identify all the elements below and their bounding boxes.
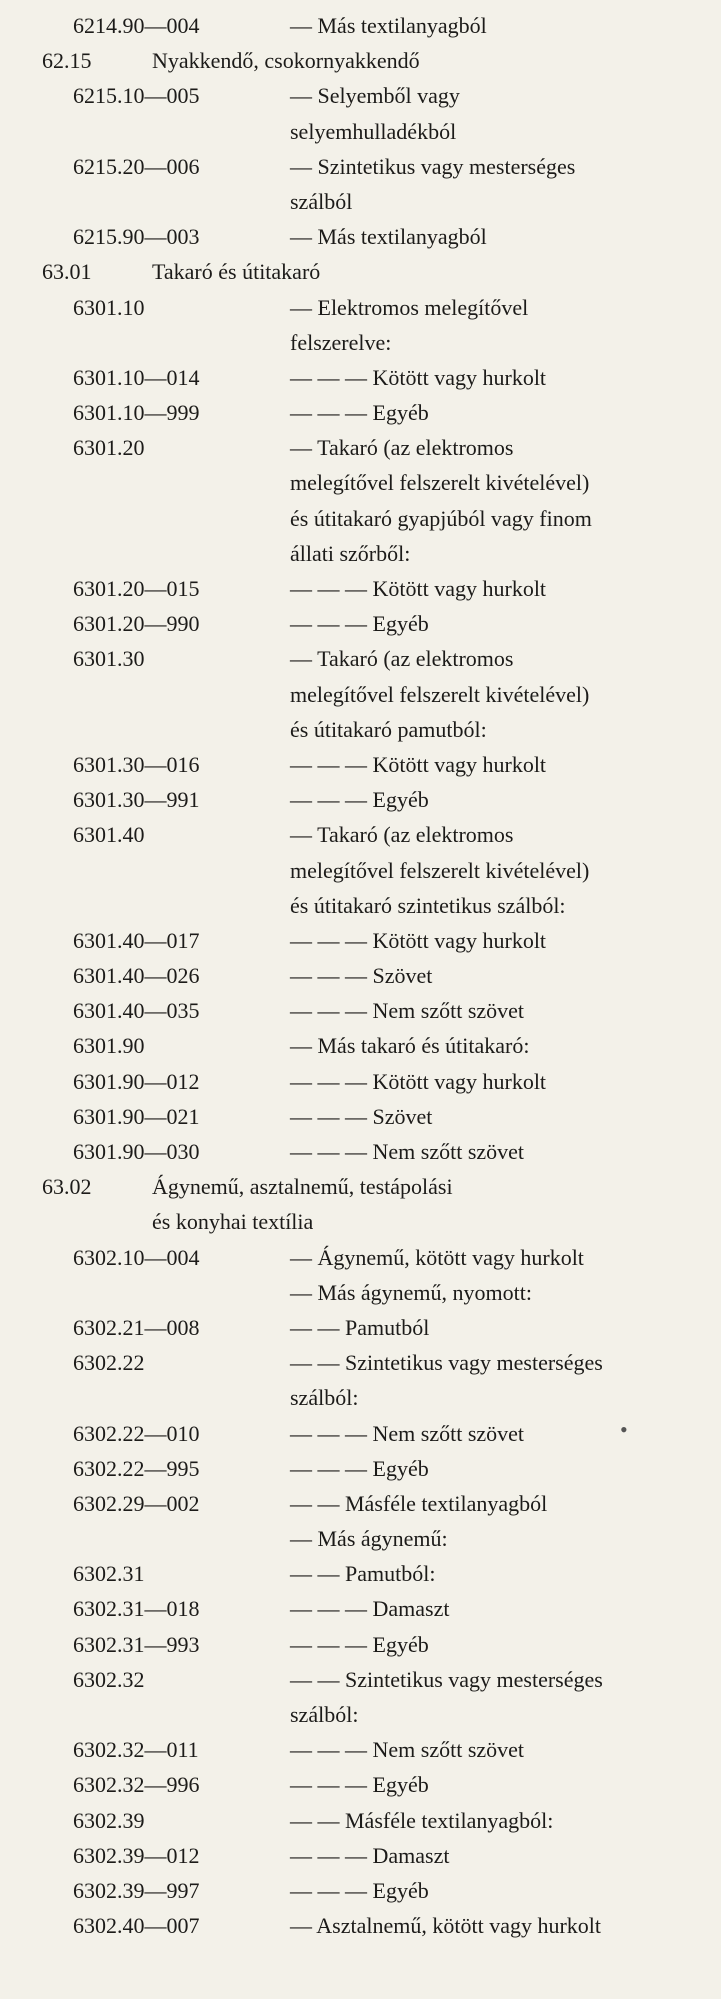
tariff-description: — — — Nem szőtt szövet (290, 998, 525, 1024)
tariff-description: — — — Egyéb (290, 1455, 429, 1481)
tariff-description: — Más ágynemű: (290, 1526, 448, 1552)
tariff-code: 6301.90—030 (73, 1139, 200, 1164)
tariff-description: és útitakaró szintetikus szálból: (290, 892, 566, 918)
tariff-row (0, 1310, 721, 1345)
tariff-row-continuation (0, 888, 721, 923)
tariff-description: szálból: (290, 1385, 359, 1411)
tariff-description: — — — Nem szőtt szövet (290, 1420, 525, 1446)
tariff-description: — — — Kötött vagy hurkolt (290, 751, 547, 777)
tariff-code: 6302.22—010 (73, 1420, 200, 1446)
heading-description: Nyakkendő, csokornyakkendő (152, 48, 420, 74)
tariff-description: — — — Egyéb (290, 611, 429, 637)
tariff-row (0, 1240, 721, 1275)
tariff-code: 6215.20—006 (73, 153, 200, 179)
tariff-description: — — — Kötött vagy hurkolt (290, 927, 547, 953)
tariff-row-continuation (0, 677, 721, 712)
tariff-row (0, 78, 721, 113)
tariff-description: szálból (290, 188, 353, 214)
tariff-description: és útitakaró pamutból: (290, 716, 487, 742)
tariff-description: — Asztalnemű, kötött vagy hurkolt (290, 1913, 602, 1939)
tariff-code: 6302.32—996 (73, 1772, 200, 1798)
tariff-code: 6301.90 (73, 1033, 145, 1059)
tariff-code: 6302.40—007 (73, 1913, 200, 1939)
heading-description: Ágynemű, asztalnemű, testápolási (152, 1174, 453, 1200)
tariff-code: 6215.10—005 (73, 83, 200, 109)
tariff-row (0, 923, 721, 958)
tariff-row (0, 1486, 721, 1521)
tariff-code: 6302.10—004 (73, 1244, 200, 1270)
tariff-code: 6301.90—012 (73, 1068, 200, 1094)
tariff-row-continuation (0, 712, 721, 747)
tariff-description: — Más textilanyagból (290, 13, 487, 38)
tariff-row (0, 1345, 721, 1380)
tariff-row (0, 1662, 721, 1697)
tariff-row (0, 747, 721, 782)
tariff-description: — — — Kötött vagy hurkolt (290, 1068, 547, 1094)
tariff-row (0, 8, 721, 43)
tariff-row (0, 1627, 721, 1662)
tariff-code: 6214.90—004 (73, 13, 200, 38)
tariff-code: 6301.20—990 (73, 611, 200, 637)
tariff-description: — — Másféle textilanyagból: (290, 1807, 554, 1833)
tariff-code: 6302.29—002 (73, 1490, 200, 1516)
tariff-description: — — — Szövet (290, 963, 433, 989)
tariff-row-continuation (0, 501, 721, 536)
tariff-code: 6302.32—011 (73, 1737, 199, 1763)
tariff-row (0, 395, 721, 430)
heading-description: Takaró és útitakaró (152, 259, 321, 285)
tariff-description: — — — Damaszt (290, 1596, 450, 1622)
tariff-row-continuation (0, 184, 721, 219)
tariff-row (0, 43, 721, 78)
tariff-code: 6302.31—993 (73, 1631, 200, 1657)
stray-mark: • (620, 1416, 628, 1442)
tariff-row-continuation (0, 853, 721, 888)
tariff-description: — — Másféle textilanyagból (290, 1490, 548, 1516)
tariff-code: 6301.10—014 (73, 364, 200, 390)
tariff-row-continuation (0, 1697, 721, 1732)
tariff-row (0, 1803, 721, 1838)
tariff-code: 6302.22 (73, 1350, 145, 1376)
tariff-row (0, 1416, 721, 1451)
tariff-description: melegítővel felszerelt kivételével) (290, 681, 590, 707)
tariff-row (0, 360, 721, 395)
tariff-row (0, 1064, 721, 1099)
tariff-row-continuation (0, 1204, 721, 1239)
tariff-description: melegítővel felszerelt kivételével) (290, 470, 590, 496)
tariff-description: — — — Egyéb (290, 787, 429, 813)
tariff-description: — — — Nem szőtt szövet (290, 1737, 525, 1763)
tariff-description: — — — Nem szőtt szövet (290, 1139, 525, 1164)
tariff-description: — — — Egyéb (290, 1631, 429, 1657)
tariff-description: — Szintetikus vagy mesterséges (290, 153, 576, 179)
tariff-code: 6301.40 (73, 822, 145, 848)
tariff-description: — Más textilanyagból (290, 224, 487, 250)
tariff-row (0, 430, 721, 465)
tariff-row (0, 958, 721, 993)
tariff-row-continuation (0, 325, 721, 360)
tariff-code: 6301.90—021 (73, 1103, 200, 1129)
tariff-description: — Selyemből vagy (290, 83, 460, 109)
tariff-code: 6302.22—995 (73, 1455, 200, 1481)
tariff-row (0, 1134, 721, 1169)
tariff-row (0, 1591, 721, 1626)
tariff-row (0, 1838, 721, 1873)
tariff-description: — — — Egyéb (290, 400, 429, 426)
tariff-description: — Takaró (az elektromos (290, 822, 514, 848)
tariff-code: 6302.21—008 (73, 1314, 200, 1340)
tariff-code: 6301.40—026 (73, 963, 200, 989)
tariff-code: 6302.31 (73, 1561, 145, 1587)
tariff-row (0, 993, 721, 1028)
tariff-description: — — Pamutból (290, 1314, 430, 1340)
heading-code: 63.02 (42, 1174, 92, 1200)
tariff-row (0, 571, 721, 606)
tariff-description: — — — Szövet (290, 1103, 433, 1129)
tariff-code: 6302.39 (73, 1807, 145, 1833)
tariff-code: 6301.40—017 (73, 927, 200, 953)
tariff-row (0, 1732, 721, 1767)
heading-code: 63.01 (42, 259, 92, 285)
tariff-row (0, 290, 721, 325)
tariff-description: felszerelve: (290, 329, 392, 355)
tariff-row-continuation (0, 536, 721, 571)
tariff-code: 6301.10 (73, 294, 145, 320)
tariff-row (0, 606, 721, 641)
tariff-description: — — — Kötött vagy hurkolt (290, 576, 547, 601)
tariff-row-continuation (0, 1521, 721, 1556)
tariff-row-continuation (0, 114, 721, 149)
tariff-code: 6301.30 (73, 646, 145, 672)
tariff-row (0, 1169, 721, 1204)
tariff-code: 6301.10—999 (73, 400, 200, 426)
tariff-description: — Takaró (az elektromos (290, 646, 514, 672)
tariff-description: — Elektromos melegítővel (290, 294, 529, 320)
tariff-description: — — — Egyéb (290, 1877, 429, 1903)
tariff-code: 6301.20—015 (73, 576, 200, 601)
tariff-description: és konyhai textília (152, 1209, 314, 1235)
tariff-row (0, 782, 721, 817)
tariff-description: — — Szintetikus vagy mesterséges (290, 1350, 603, 1376)
tariff-code: 6302.39—012 (73, 1842, 200, 1868)
tariff-row (0, 641, 721, 676)
tariff-code: 6302.32 (73, 1666, 145, 1692)
tariff-row (0, 149, 721, 184)
tariff-description: — — — Kötött vagy hurkolt (290, 364, 547, 390)
tariff-description: — — — Damaszt (290, 1842, 450, 1868)
tariff-row (0, 219, 721, 254)
tariff-description: szálból: (290, 1702, 359, 1727)
tariff-description: — Más ágynemű, nyomott: (290, 1279, 532, 1305)
tariff-description: — — — Egyéb (290, 1772, 429, 1798)
tariff-row (0, 1099, 721, 1134)
tariff-row-continuation (0, 1275, 721, 1310)
tariff-description: — Más takaró és útitakaró: (290, 1033, 530, 1059)
tariff-description: állati szőrből: (290, 540, 411, 566)
tariff-description: melegítővel felszerelt kivételével) (290, 857, 590, 883)
tariff-code-list (0, 8, 721, 1943)
tariff-code: 6302.39—997 (73, 1877, 200, 1903)
tariff-row (0, 817, 721, 852)
tariff-row-continuation (0, 465, 721, 500)
tariff-row (0, 1767, 721, 1802)
tariff-row (0, 1908, 721, 1943)
tariff-description: és útitakaró gyapjúból vagy finom (290, 505, 592, 531)
tariff-row-continuation (0, 1380, 721, 1415)
tariff-row (0, 1873, 721, 1908)
tariff-code: 6301.30—991 (73, 787, 200, 813)
tariff-code: 6301.40—035 (73, 998, 200, 1024)
tariff-code: 6301.20 (73, 435, 145, 461)
tariff-code: 6301.30—016 (73, 751, 200, 777)
tariff-description: — — Szintetikus vagy mesterséges (290, 1666, 603, 1692)
tariff-code: 6302.31—018 (73, 1596, 200, 1622)
tariff-row (0, 1028, 721, 1063)
heading-code: 62.15 (42, 48, 92, 74)
tariff-description: — Takaró (az elektromos (290, 435, 514, 461)
tariff-row (0, 1451, 721, 1486)
tariff-description: — Ágynemű, kötött vagy hurkolt (290, 1244, 584, 1270)
tariff-row (0, 254, 721, 289)
tariff-description: — — Pamutból: (290, 1561, 436, 1587)
tariff-description: selyemhulladékból (290, 118, 457, 144)
tariff-code: 6215.90—003 (73, 224, 200, 250)
tariff-row (0, 1556, 721, 1591)
